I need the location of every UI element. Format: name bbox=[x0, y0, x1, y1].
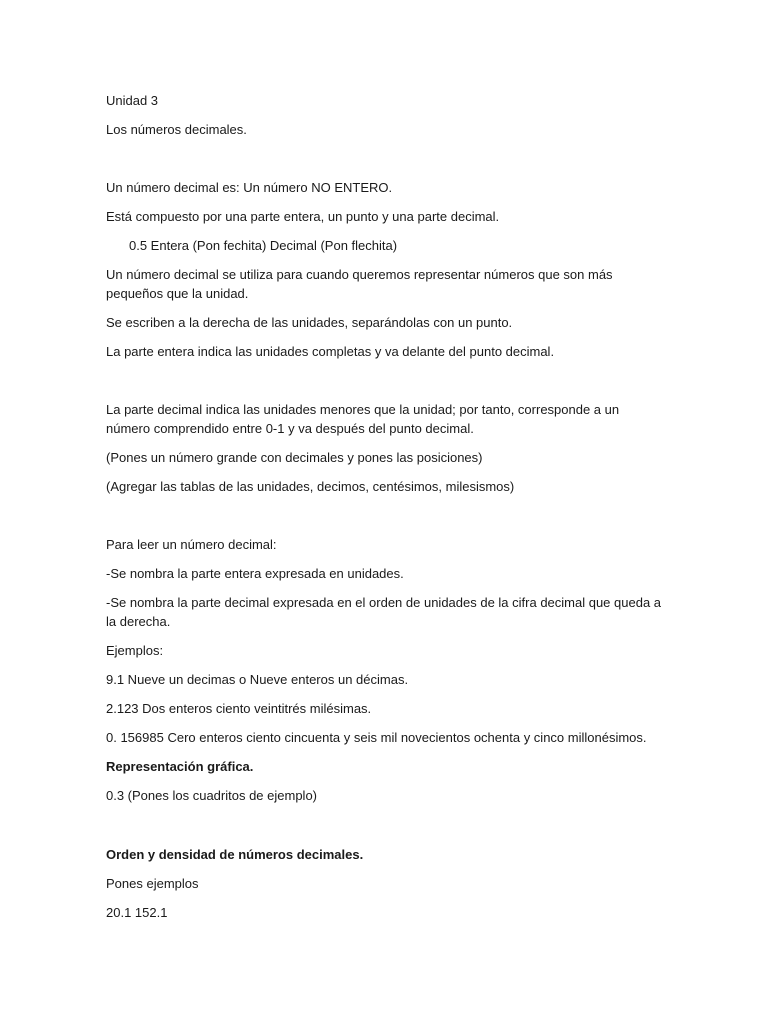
paragraph-reading-heading: Para leer un número decimal: bbox=[106, 537, 277, 552]
paragraph-reading-rule-2: -Se nombra la parte decimal expresada en el orden de unidades de la cifra decimal que queda a la derecha. bbox=[106, 595, 662, 629]
paragraph-writing: Se escriben a la derecha de las unidades, separándolas con un punto. bbox=[106, 315, 513, 330]
paragraph-order-numbers: 20.1 152.1 bbox=[106, 905, 168, 920]
paragraph-example-2: 2.123 Dos enteros ciento veintitrés milésimas. bbox=[106, 701, 372, 716]
topic-title: Los números decimales. bbox=[106, 122, 247, 137]
paragraph-usage: Un número decimal se utiliza para cuando queremos representar números que son más pequeños que la unidad. bbox=[106, 267, 613, 301]
paragraph-examples-heading: Ejemplos: bbox=[106, 643, 164, 658]
paragraph-order-examples: Pones ejemplos bbox=[106, 876, 199, 891]
section-heading-order: Orden y densidad de números decimales. bbox=[106, 847, 364, 862]
paragraph-definition: Un número decimal es: Un número NO ENTERO. bbox=[106, 180, 393, 195]
paragraph-reading-rule-1: -Se nombra la parte entera expresada en unidades. bbox=[106, 566, 404, 581]
section-heading-graphic: Representación gráfica. bbox=[106, 759, 254, 774]
paragraph-integer-part: La parte entera indica las unidades completas y va delante del punto decimal. bbox=[106, 344, 555, 359]
paragraph-composition: Está compuesto por una parte entera, un punto y una parte decimal. bbox=[106, 209, 500, 224]
unit-heading: Unidad 3 bbox=[106, 93, 159, 108]
paragraph-note-positions: (Pones un número grande con decimales y pones las posiciones) bbox=[106, 450, 483, 465]
paragraph-decimal-part: La parte decimal indica las unidades menores que la unidad; por tanto, corresponde a un número comprendido entre 0-1 y va después del punto decimal. bbox=[106, 402, 620, 436]
paragraph-note-tables: (Agregar las tablas de las unidades, decimos, centésimos, milesismos) bbox=[106, 479, 515, 494]
paragraph-example-1: 9.1 Nueve un decimas o Nueve enteros un décimas. bbox=[106, 672, 409, 687]
paragraph-example-parts: 0.5 Entera (Pon fechita) Decimal (Pon flechita) bbox=[129, 238, 398, 253]
paragraph-example-3: 0. 156985 Cero enteros ciento cincuenta y seis mil novecientos ochenta y cinco millonésimos. bbox=[106, 730, 647, 745]
paragraph-graphic-example: 0.3 (Pones los cuadritos de ejemplo) bbox=[106, 788, 318, 803]
